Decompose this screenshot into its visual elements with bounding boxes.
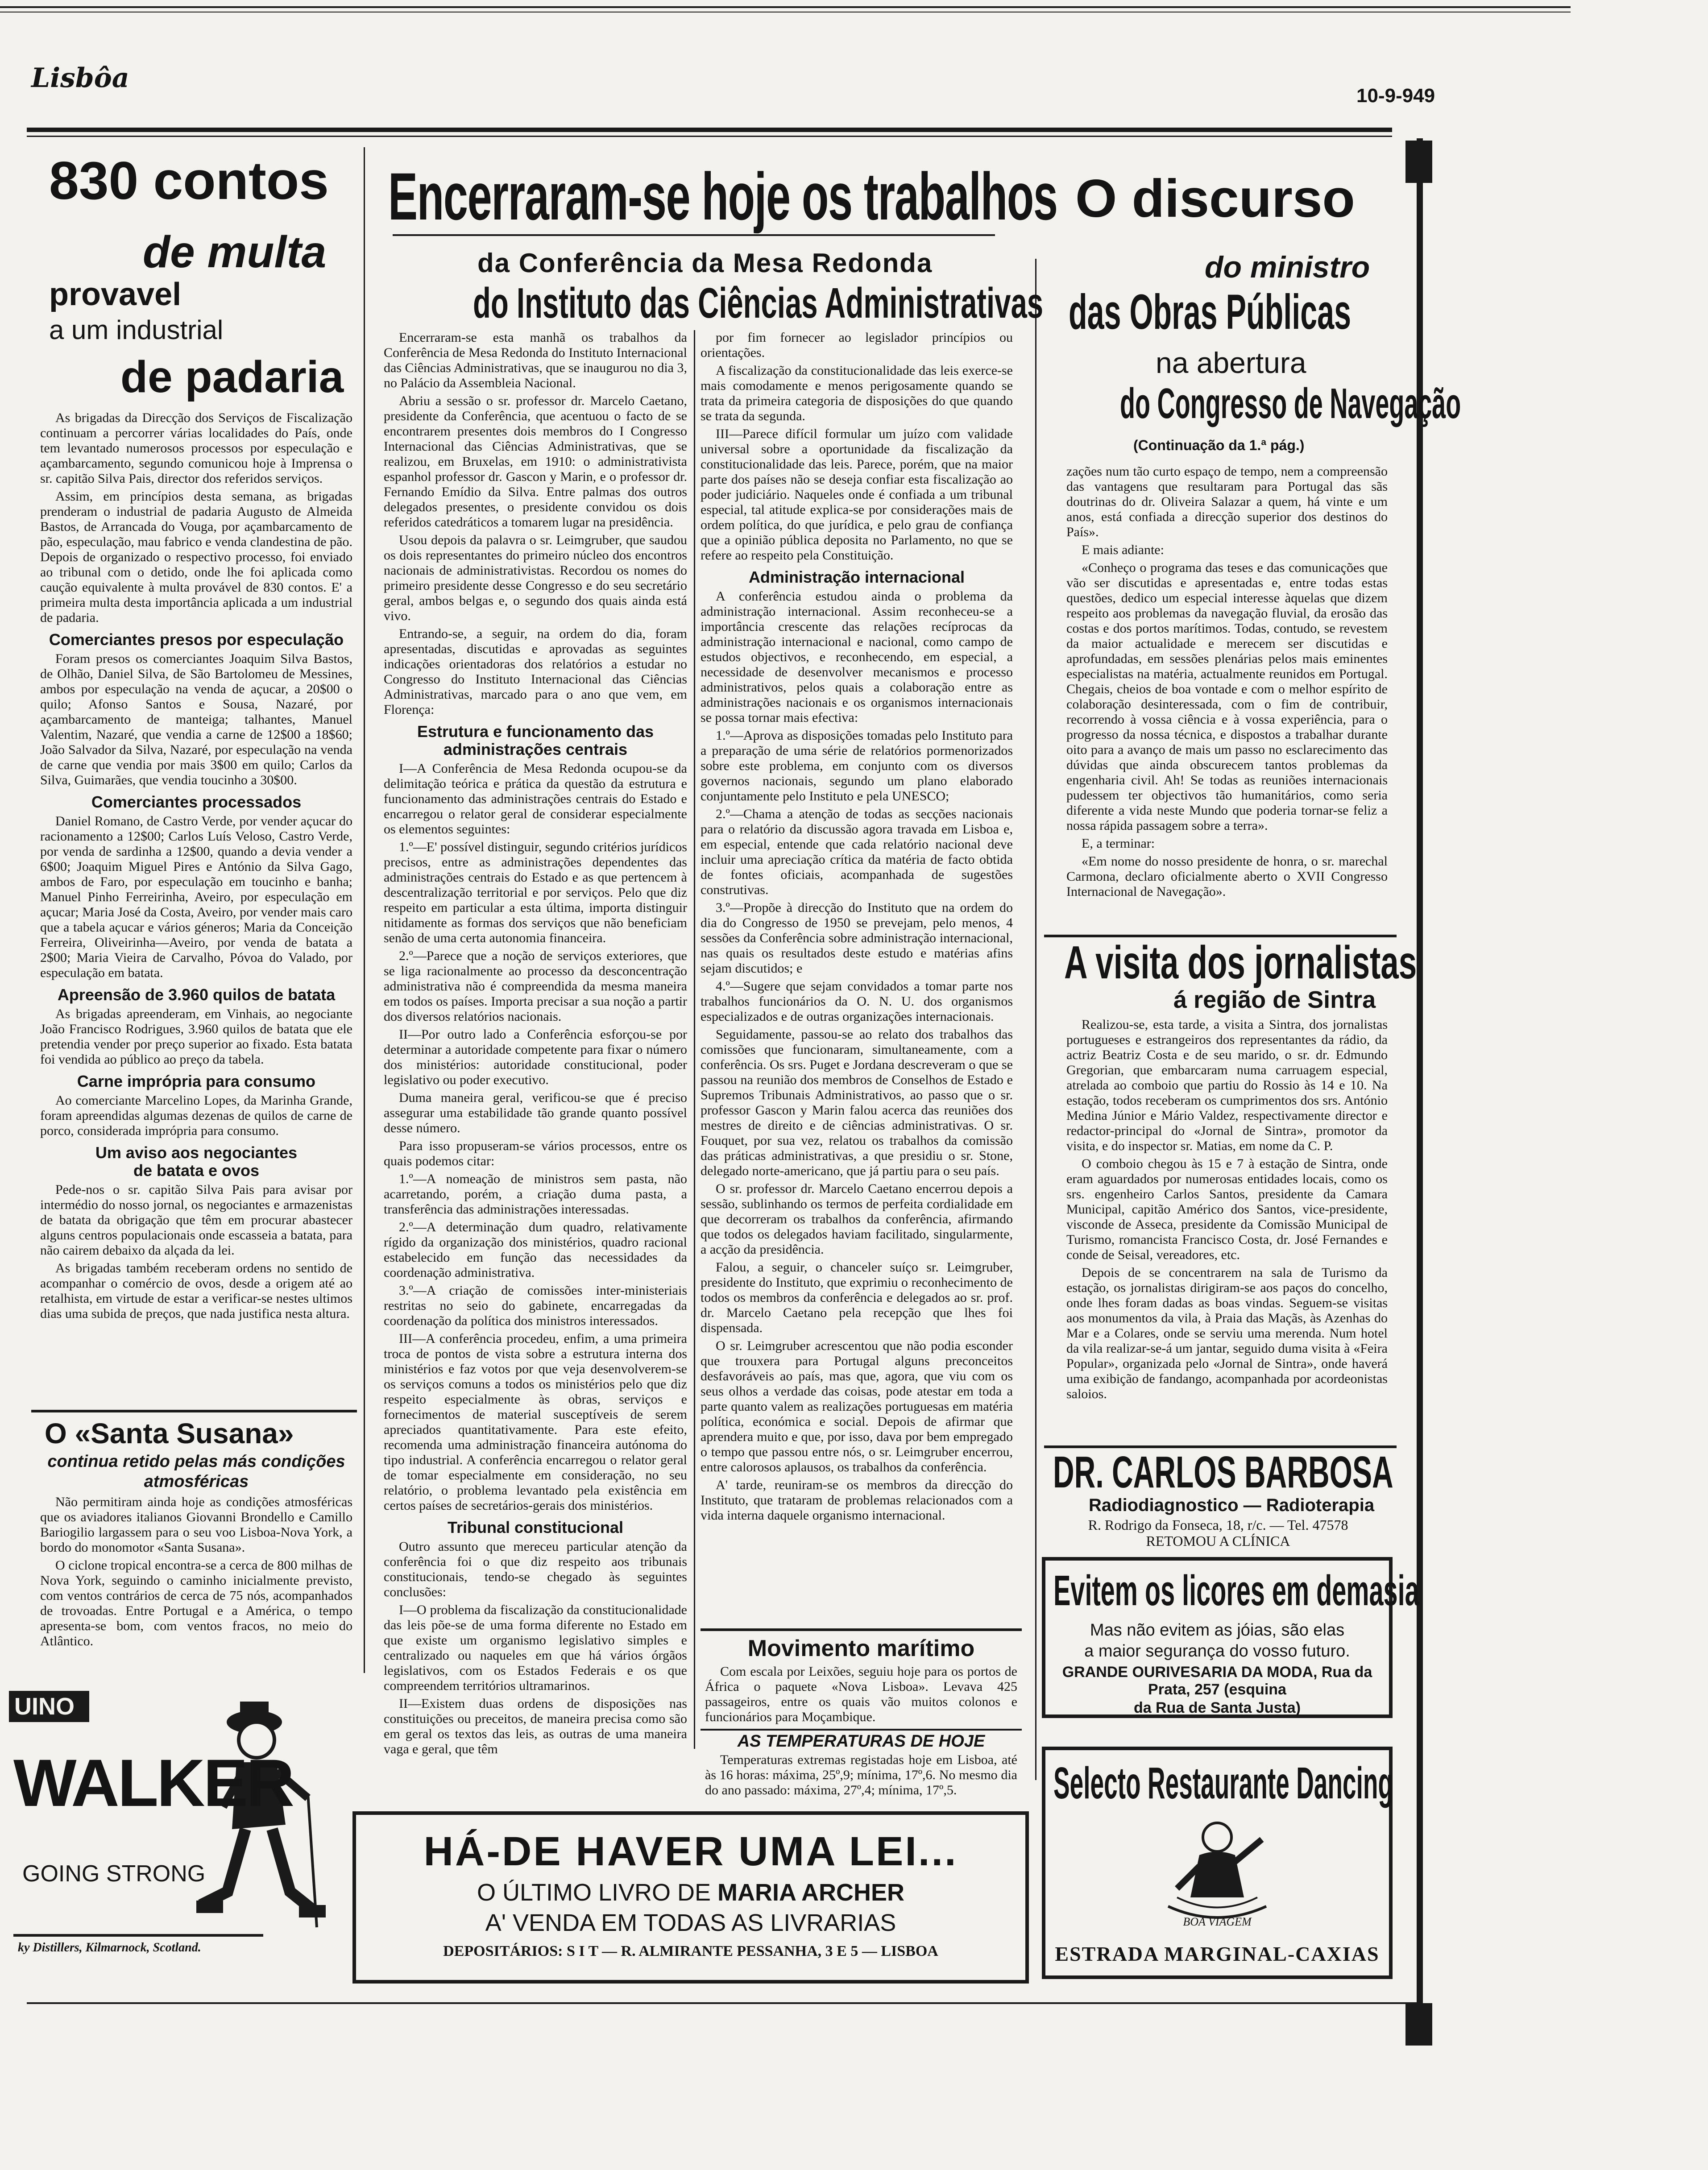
book-ad-title: HÁ-DE HAVER UMA LEI... xyxy=(423,1829,958,1874)
paragraph: As brigadas apreenderam, em Vinhais, ao negociante João Francisco Rodrigues, 3.960 quilos de batata que ele pretendia vender por preço superior ao fixado. Esta batata foi vendida ao público ao preço da tabela. xyxy=(40,1006,352,1067)
book-ad xyxy=(352,1811,1029,1984)
center-headline-underline xyxy=(393,234,995,236)
walker-brand: WALKER xyxy=(13,1745,293,1820)
subhead: Comerciantes processados xyxy=(91,793,302,811)
paragraph: Para isso propuseram-se vários processos, entre os quais podemos citar: xyxy=(384,1139,687,1168)
restaurante-title-text: Selecto Restaurante Dancing xyxy=(1053,1758,1393,1808)
center-subhead-2-text: do Instituto das Ciências Administrativas xyxy=(473,279,1044,327)
paragraph: 2.º—Chama a atenção de todas as secções nacionais para o relatório da discussão agora travada em Lisboa e, em especial, entende que cada relatório nacional deve incluir uma apreciação crítica da matéria de facto obtida de fontes oficiais, acompanhada de sugestões construtivas. xyxy=(701,807,1013,897)
paragraph: O sr. professor dr. Marcelo Caetano encerrou depois a sessão, sublinhando os termos de perfeita cordialidade em que decorreram os trabalhos da conferência, afirmando que todos os delegados haviam facilitado, singularmente, a acção da presidência. xyxy=(701,1181,1013,1257)
paragraph: I—O problema da fiscalização da constitucionalidade das leis põe-se de uma forma diferente no Estado em que existe um organismo legislativo simples e centralizado ou naqueles em que há vários órgãos legislativos, com os Estados Federais e os que compreendem territórios ultramarinos. xyxy=(384,1603,687,1693)
left-headline-5: de padaria xyxy=(120,352,344,402)
restaurante-ad xyxy=(1042,1747,1393,1979)
paragraph: Entrando-se, a seguir, na ordem do dia, foram apresentadas, discutidas e aprovadas as seguintes indicações orientadoras dos relatórios a estudar no Congresso do Instituto Internacional das Ciências Administrativas, marcado para o ano que vem, em Florença: xyxy=(384,626,687,717)
walker-ground xyxy=(13,1934,263,1937)
paragraph: Encerraram-se esta manhã os trabalhos da Conferência de Mesa Redonda do Instituto Internacional das Ciências Administrativas, que se inaugurou no dia 3, no Palácio da Assembleia Nacional. xyxy=(384,330,687,390)
walker-slogan: GOING STRONG xyxy=(22,1861,206,1887)
paragraph: E, a terminar: xyxy=(1082,836,1155,851)
licores-line-1: Mas não evitem as jóias, são elas xyxy=(1090,1621,1345,1640)
subhead: Administração internacional xyxy=(748,568,965,586)
paragraph: por fim fornecer ao legislador princípios ou orientações. xyxy=(701,330,1013,360)
paragraph: A conferência estudou ainda o problema da administração internacional. Assim reconheceu-se a importância crescente das relações recíprocas da administração internacional e nacional, como campo de estudos objectivos, e reconhecendo, em especial, a necessidade de desenvolver mecanismos e processo administrativos, pelos quais a colaboração entre as administrações nacionais e os organismos internacionais se possa tornar mais efectiva: xyxy=(701,589,1013,725)
licores-line-4: da Rua de Santa Justa) xyxy=(1133,1699,1301,1716)
paragraph: Realizou-se, esta tarde, a visita a Sintra, dos jornalistas portugueses e estrangeiros dos representantes da rádio, da actriz Beatriz Costa e de seu marido, o sr. dr. Edmundo Gregorian, que embarcaram numa carruagem especial, atrelada ao comboio que partiu do Rossio às 14 e 10. Na estação, todos receberam os cumprimentos dos srs. António Medina Júnior e Mário Valdez, respectivamente director e redactor-principal do «Jornal de Sintra», promotor da visita, e do inspector sr. Matias, em nome da C. P. xyxy=(1066,1017,1388,1153)
right-edge-block-top xyxy=(1405,141,1432,183)
paragraph: O ciclone tropical encontra-se a cerca de 800 milhas de Nova York, seguindo o caminho inicialmente previsto, com ventos contrários de cerca de 75 nós, acompanhados de trovoadas. Entre Portugal e a América, o tempo apresenta-se bom, com ventos fracos, no meio do Atlântico. xyxy=(40,1558,352,1648)
paragraph: Outro assunto que mereceu particular atenção da conferência foi o que diz respeito aos tribunais constitucionais, tendo-se chegado às seguintes conclusões: xyxy=(384,1539,687,1599)
licores-line-3: GRANDE OURIVESARIA DA MODA, Rua da Prata, 257 (esquina xyxy=(1062,1664,1372,1698)
paragraph: 3.º—Propõe à direcção do Instituto que na ordem do dia do Congresso de 1950 se prevejam, pelo menos, 4 sessões da Conferência sobre administração internacional, nas quais os resultados deste estudo e matérias afins sejam discutidos; e xyxy=(701,900,1013,976)
right-headline-1: O discurso xyxy=(1075,169,1355,228)
susana-subtitle-1: continua retido pelas más condições xyxy=(47,1452,345,1471)
walker-top-label: UINO xyxy=(14,1693,75,1720)
paragraph: Seguidamente, passou-se ao relato dos trabalhos das comissões que funcionaram, simultaneamente, com a conferência. Os srs. Puget e Jordana descreveram o que se passou na reunião dos membros de Conselhos de Estado e Supremos Tribunais Administrativos, ao passo que o sr. professor Gascon y Marin falou acerca das reuniões dos mestres de direito e de ciências administrativas. O sr. Fouquet, por sua vez, relatou os trabalhos da comissão das práticas administrativas, a que presidiu o sr. Stone, delegado norte-americano, que já partiu para o seu país. xyxy=(701,1027,1013,1178)
left-headline-2: de multa xyxy=(143,227,327,277)
barbosa-note: RETOMOU A CLÍNICA xyxy=(1146,1533,1290,1549)
continuation-note: (Continuação da 1.ª pág.) xyxy=(1133,437,1305,453)
center-column-2 xyxy=(701,330,1013,1624)
left-article-body xyxy=(40,410,352,1405)
center-subhead-1: da Conferência da Mesa Redonda xyxy=(477,248,933,278)
walker-ad xyxy=(9,1691,335,1976)
paragraph: Daniel Romano, de Castro Verde, por vender açucar do racionamento a 12$00; Carlos Luís Veloso, Castro Verde, por venda de sardinha a 12$00, quando a devia vender a 6$00; Joaquim Miguel Pires e António da Silva Gago, ambos de Faro, por especulação em toucinho e banha; Manuel Pinho Ferreirinha, Aveiro, por especulação em açucar; Maria José da Costa, Aveiro, por vender mais caro que a tabela açucar e vários géneros; Maria da Conceição Ferreira, Oliveirinha—Aveiro, por venda de batata a 2$00; Maria Vieira de Carvalho, Póvoa do Valado, por especulação em batata. xyxy=(40,814,352,980)
licores-title-text: Evitem os licores em demasia xyxy=(1053,1567,1419,1615)
center-headline-text: Encerraram-se hoje os trabalhos xyxy=(388,159,1057,234)
paragraph: I—A Conferência de Mesa Redonda ocupou-se da delimitação teórica e prática da questão da estrutura e funcionamento das administrações centrais do Estado e encarregou o relator geral de considerar especialmente os elementos seguintes: xyxy=(384,761,687,837)
paragraph: O comboio chegou às 15 e 7 à estação de Sintra, onde eram aguardados por numerosas entidades locais, como os srs. engenheiro Carlos Santos, presidente da Camara Municipal, capitão Américo dos Santos, vice-presidente, visconde de Asseca, presidente da Comissão Municipal de Turismo, romancista Francisco Costa, dr. José Fernandes e conde de Seisal, vereadores, etc. xyxy=(1066,1156,1388,1262)
paragraph: 1.º—Aprova as disposições tomadas pelo Instituto para a preparação de uma série de relatórios pormenorizados sobre este problema, em conjunto com os diversos governos nacionais, segundo um plano elaborado conjuntamente pelo Instituto e pela UNESCO; xyxy=(701,728,1013,803)
paragraph: A fiscalização da constitucionalidade das leis exerce-se mais comodamente e menos perigosamente quando se trata da primeira categoria de disposições do que quando se trata da segunda. xyxy=(701,363,1013,423)
temperaturas-title: AS TEMPERATURAS DE HOJE xyxy=(737,1732,985,1751)
licores-ad xyxy=(1042,1557,1419,1718)
subhead: Carne imprópria para consumo xyxy=(77,1072,316,1090)
barbosa-address: R. Rodrigo da Fonseca, 18, r/c. — Tel. 47578 xyxy=(1088,1517,1348,1533)
center-inner-rule xyxy=(694,330,695,1749)
barbosa-name xyxy=(1053,1448,1569,1497)
subhead: de batata e ovos xyxy=(133,1161,260,1180)
bottom-rule xyxy=(27,2002,1419,2004)
paragraph: 3.º—A criação de comissões inter-ministeriais restritas no seio do gabinete, encarregadas da coordenação da política dos ministros interessados. xyxy=(384,1283,687,1328)
column-rule-1 xyxy=(364,147,365,1673)
subhead: Estrutura e funcionamento das administrações centrais xyxy=(417,722,654,758)
paragraph: Depois de se concentrarem na sala de Turismo da estação, os jornalistas dirigiram-se aos paços do concelho, onde lhes foram dadas as boas vindas. Seguem-se visitas aos monumentos da vila, à Praia das Maçãs, às Azenhas do Mar e a Colares, onde se serviu uma merenda. Num hotel da vila realizar-se-á um jantar, seguido duma visita à «Feira Popular», organizada pelo «Jornal de Sintra», onde haverá uma exibição de fandango, acompanhada por acordeonistas saloios. xyxy=(1066,1265,1388,1401)
susana-title: O «Santa Susana» xyxy=(45,1417,294,1449)
top-rule xyxy=(0,6,1571,8)
paragraph: 2.º—Parece que a noção de serviços exteriores, que se liga racionalmente ao processo da desconcentração administrativa não é compreendida da mesma maneira em todos os países. Importa precisar a sua noção a partir dos diversos relatórios nacionais. xyxy=(384,948,687,1024)
paragraph: Abriu a sessão o sr. professor dr. Marcelo Caetano, presidente da Conferência, que acentuou o facto de se encontrarem presentes dois membros do I Congresso Internacional das Ciências Administrativas, que se realizou, em Bruxelas, em 1910: o administrativista espanhol professor dr. Gascon y Marin, e o professor dr. Fernando Emídio da Silva. Entre palmas dos outros delegados presentes, o presidente convidou os dois referidos catedráticos a tomarem lugar na presidência. xyxy=(384,393,687,530)
center-column-1 xyxy=(384,330,687,1756)
barbosa-specialty: Radiodiagnostico — Radioterapia xyxy=(1089,1495,1375,1515)
paragraph: As brigadas também receberam ordens no sentido de acompanhar o comércio de ovos, desde a origem até ao retalhista, em virtude de estar a verificar-se nestes ultimos dias uma subida de preços, que nada justifica nesta altura. xyxy=(40,1261,352,1321)
visita-subtitle: á região de Sintra xyxy=(1173,986,1376,1013)
paragraph: Com escala por Leixões, seguiu hoje para os portos de África o paquete «Nova Lisboa». Levava 425 passageiros, entre os quais vão muitos colonos e funcionários para Moçambique. xyxy=(705,1664,1017,1724)
movimento-body xyxy=(705,1664,1017,1727)
right-headline-5-text: do Congresso de Navegação xyxy=(1120,380,1461,427)
movimento-title: Movimento marítimo xyxy=(747,1636,975,1661)
paragraph: zações num tão curto espaço de tempo, nem a compreensão das vantagens que resultaram para Portugal das sãs doutrinas do dr. Oliveira Salazar a quem, há vinte e um anos, está confiada a direcção superior dos destinos do País». xyxy=(1066,464,1388,539)
book-ad-author: MARIA ARCHER xyxy=(717,1879,905,1906)
licores-line-2: a maior segurança do vosso futuro. xyxy=(1084,1642,1350,1661)
left-divider xyxy=(31,1410,357,1412)
right-headline-2: do ministro xyxy=(1205,250,1370,284)
book-ad-line-2-prefix: O ÚLTIMO LIVRO DE xyxy=(477,1879,718,1906)
temperaturas-body xyxy=(705,1752,1017,1801)
visita-title-text: A visita dos jornalistas xyxy=(1064,937,1417,989)
movimento-top-rule xyxy=(701,1628,1022,1631)
book-ad-line-3: A' VENDA EM TODAS AS LIVRARIAS xyxy=(485,1909,896,1936)
visita-body xyxy=(1066,1017,1388,1445)
right-article-body xyxy=(1066,464,1388,932)
paragraph: Foram presos os comerciantes Joaquim Silva Bastos, de Olhão, Daniel Silva, de São Bartolomeu de Messines, ambos por especulação na venda de açucar, a 20$00 o quilo; Afonso Santos e Sousa, Nazaré, por açambarcamento de manteiga; talhantes, Manuel Valentim, Nazaré, que vendia a carne de 12$00 a 18$60; João Salvador da Silva, Nazaré, por especulação na venda de carne que vendia por mais 3$00 em quilo; Carlos da Silva, Guimarães, que vendia toucinho a 30$00. xyxy=(40,651,352,787)
left-headline-4: a um industrial xyxy=(49,315,224,345)
paragraph: II—Por outro lado a Conferência esforçou-se por determinar a autoridade competente para fixar o número dos ministérios: autoridade constitucional, poder legislativo ou poder executivo. xyxy=(384,1027,687,1087)
issue-date: 10-9-949 xyxy=(1356,85,1435,107)
subhead: Um aviso aos negociantes xyxy=(95,1143,298,1162)
paragraph: A' tarde, reuniram-se os membros da direcção do Instituto, que trataram de problemas relacionados com a vida interna daquele organismo internacional. xyxy=(701,1478,1013,1523)
paragraph: «Em nome do nosso presidente de honra, o sr. marechal Carmona, declaro oficialmente aberto o XVII Congresso Internacional de Navegação». xyxy=(1066,854,1388,899)
temperaturas-top-rule xyxy=(701,1729,1022,1731)
paragraph: 1.º—A nomeação de ministros sem pasta, não acarretando, porém, a criação duma pasta, a transferência das administrações interessadas. xyxy=(384,1172,687,1217)
paragraph: II—Existem duas ordens de disposições nas constituições ou preceitos, de maneira precisa como são em geral os textos das leis, as outras de uma maneira vaga e geral, que têm xyxy=(384,1696,687,1756)
right-headline-3-text: das Obras Públicas xyxy=(1069,285,1351,340)
paragraph: 4.º—Sugere que sejam convidados a tomar parte nos trabalhos funcionários da O. N. U. dos organismos especializados e de outras organizações internacionais. xyxy=(701,979,1013,1024)
header-rule xyxy=(27,128,1392,132)
paragraph: O sr. Leimgruber acrescentou que não podia esconder que trouxera para Portugal alguns preconceitos desfavoráveis ao país, mas que, agora, que viu com os seus olhos a verdade das coisas, pode atestar em toda a parte quanto valem as realizações portuguesas em matéria política, económica e social. Depois de afirmar que aprendera muito e que, por isso, dava por bem empregado o tempo que passou entre nós, o sr. Leimgruber encerrou, entre calorosos aplausos, os trabalhos da conferência. xyxy=(701,1338,1013,1474)
right-headline-5 xyxy=(1120,379,1708,428)
book-ad-line-2 xyxy=(356,1879,1025,1906)
restaurante-footer: ESTRADA MARGINAL-CAXIAS xyxy=(1055,1942,1380,1965)
header-rule-thin xyxy=(27,136,1392,137)
susana-body xyxy=(40,1495,352,1682)
walker-top-tab xyxy=(9,1691,89,1722)
subhead: Apreensão de 3.960 quilos de batata xyxy=(57,986,336,1004)
paragraph: Não permitiram ainda hoje as condições atmosféricas que os aviadores italianos Giovanni Brondello e Camillo Bariogilio largassem para o seu voo Lisboa-Nova York, a bordo do monomotor «Santa Susana». xyxy=(40,1495,352,1555)
barbosa-name-text: DR. CARLOS BARBOSA xyxy=(1053,1447,1393,1497)
paragraph: 2.º—A determinação dum quadro, relativamente rígido da organização dos ministérios, quadro racional estabelecido em função das necessidades da coordenação administrativa. xyxy=(384,1220,687,1280)
paragraph: III—A conferência procedeu, enfim, a uma primeira troca de pontos de vista sobre a estrutura interna dos ministérios e faz votos por que veja desenvolverem-se os serviços comuns a todos os ministérios pelo que diz respeito especialmente às obras, serviços e fornecimentos de material susceptíveis de serem apreciados quantitativamente. Para este efeito, recomenda uma administração financeira autónoma do tipo industrial. A conferência encarregou o relator geral de tomar especialmente em consideração, no seu relatório, o problema levantado pela existência em certos países de secretários-gerais dos ministérios. xyxy=(384,1331,687,1513)
subhead: Tribunal constitucional xyxy=(447,1518,624,1536)
restaurante-title xyxy=(1053,1756,1393,1810)
paragraph: Pede-nos o sr. capitão Silva Pais para avisar por intermédio do nosso jornal, os negociantes e armazenistas de batata da obrigação que têm em procurar abastecer alguns centros populacionais onde escasseia a batata, para não cairem debaixo da alçada da lei. xyxy=(40,1182,352,1258)
susana-subtitle-2: atmosféricas xyxy=(144,1472,249,1491)
paragraph: III—Parece difícil formular um juízo com validade universal sobre a oportunidade da fiscalização da constitucionalidade das leis. Parece, porém, que na maior parte dos países não se deseja confiar esta fiscalização ao poder judiciário. Naqueles onde é confiada a um tribunal especial, tal atitude explica-se por considerações mais de ordem política, do que jurídica, e pelo grau de confiança que a opinião pública deposita no Parlamento, no que se refere ao respeito pela Constituição. xyxy=(701,427,1013,563)
licores-title xyxy=(1053,1565,1419,1621)
paragraph: «Conheço o programa das teses e das comunicações que vão ser discutidas e apresentadas e, entre todas estas questões, dedico um especial interesse àquelas que dizem respeito aos problemas da navegação fluvial, da erosão das costas e dos portos marítimos. Todas, contudo, se revestem da maior actualidade e merecem ser discutidas e aprofundadas, em sessões plenárias pelos mais eminentes especialistas na matéria, actualmente reunidos em Portugal. Chegais, cheios de boa vontade e com o melhor espírito de colaboração desinteressada, com o fim de contribuir, recorrendo à vossa ciência e à vossa experiência, para o progresso da nossa técnica, e dispostos a trabalhar durante oito para a avanço de mais um passo no esclarecimento das dúvidas que ainda obscurecem tantos problemas da engenharia civil. Ah! Se todas as reuniões internacionais pudessem ter objectivos tão humanitários, como seria diferente a vida neste Mundo que poderia tornar-se feliz a nossa rápida passagem sobre a terra». xyxy=(1066,560,1388,833)
paragraph: As brigadas da Direcção dos Serviços de Fiscalização continuam a percorrer várias localidades do País, onde tem levantado numerosos processos por especulação e açambarcamento, segundo comunicou hoje à Imprensa o sr. capitão Silva Pais, director dos referidos serviços. xyxy=(40,410,352,486)
right-edge-block-bottom xyxy=(1405,2003,1432,2046)
paragraph: Temperaturas extremas registadas hoje em Lisboa, até às 16 horas: máxima, 25º,9; mínima, 17º,6. No mesmo dia do ano passado: máxima, 27º,4; mínima, 17º,5. xyxy=(705,1752,1017,1797)
paragraph: 1.º—E' possível distinguir, segundo critérios jurídicos precisos, entre as administrações dependentes das administrações centrais do Estado e as que pertencem à descentralização territorial e por serviços. Pelo que diz respeito em particular a esta última, importa distinguir nitidamente as formas dos serviços que não beneficiam senão de uma certa autonomia financeira. xyxy=(384,840,687,945)
paragraph: Assim, em princípios desta semana, as brigadas prenderam o industrial de padaria Augusto de Almeida Bastos, de Arrancada do Vouga, por açambarcamento de pão, especulação, mau fabrico e venda clandestina de pão. Depois de organizado o respectivo processo, foi enviado ao tribunal com o detido, onde lhe foi aplicada como caução equivalente à multa provável de 830 contos. E' a primeira multa desta importância aplicada a um industrial de padaria. xyxy=(40,489,352,625)
book-ad-line-4: DEPOSITÁRIOS: S I T — R. ALMIRANTE PESSANHA, 3 E 5 — LISBOA xyxy=(443,1943,938,1959)
masthead-title: Lisbôa xyxy=(31,62,129,94)
paragraph: Usou depois da palavra o sr. Leimgruber, que saudou os dois representantes do primeiro núcleo dos encontros nacionais de administrativistas. Recordou os nomes do primeiro presidente desse Congresso e do seu secretário geral, ambos belgas e, o segundo dos quais ainda está vivo. xyxy=(384,533,687,623)
column-rule-2 xyxy=(1035,259,1036,1780)
paragraph: E mais adiante: xyxy=(1082,542,1164,557)
paragraph: Falou, a seguir, o chanceler suíço sr. Leimgruber, presidente do Instituto, que exprimiu o reconhecimento de todos os membros da conferência e delegados ao sr. prof. dr. Marcelo Caetano pela recepção que lhes foi dispensada. xyxy=(701,1260,1013,1335)
restaurante-emblem-label: BOA VIAGEM xyxy=(1183,1915,1252,1928)
subhead: Comerciantes presos por especulação xyxy=(49,630,344,649)
left-headline-1: 830 contos xyxy=(49,151,329,211)
paragraph: Duma maneira geral, verificou-se que é preciso assegurar uma estabilidade tão grande quanto possível desse número. xyxy=(384,1090,687,1135)
paragraph: Ao comerciante Marcelino Lopes, da Marinha Grande, foram apreendidas algumas dezenas de quilos de carne de porco, considerada imprópria para consumo. xyxy=(40,1093,352,1138)
visita-title xyxy=(1064,937,1568,989)
right-headline-3 xyxy=(1069,286,1524,339)
walker-footer: ky Distillers, Kilmarnock, Scotland. xyxy=(18,1941,201,1955)
right-headline-4: na abertura xyxy=(1156,346,1306,379)
left-headline-3: provavel xyxy=(49,277,182,312)
